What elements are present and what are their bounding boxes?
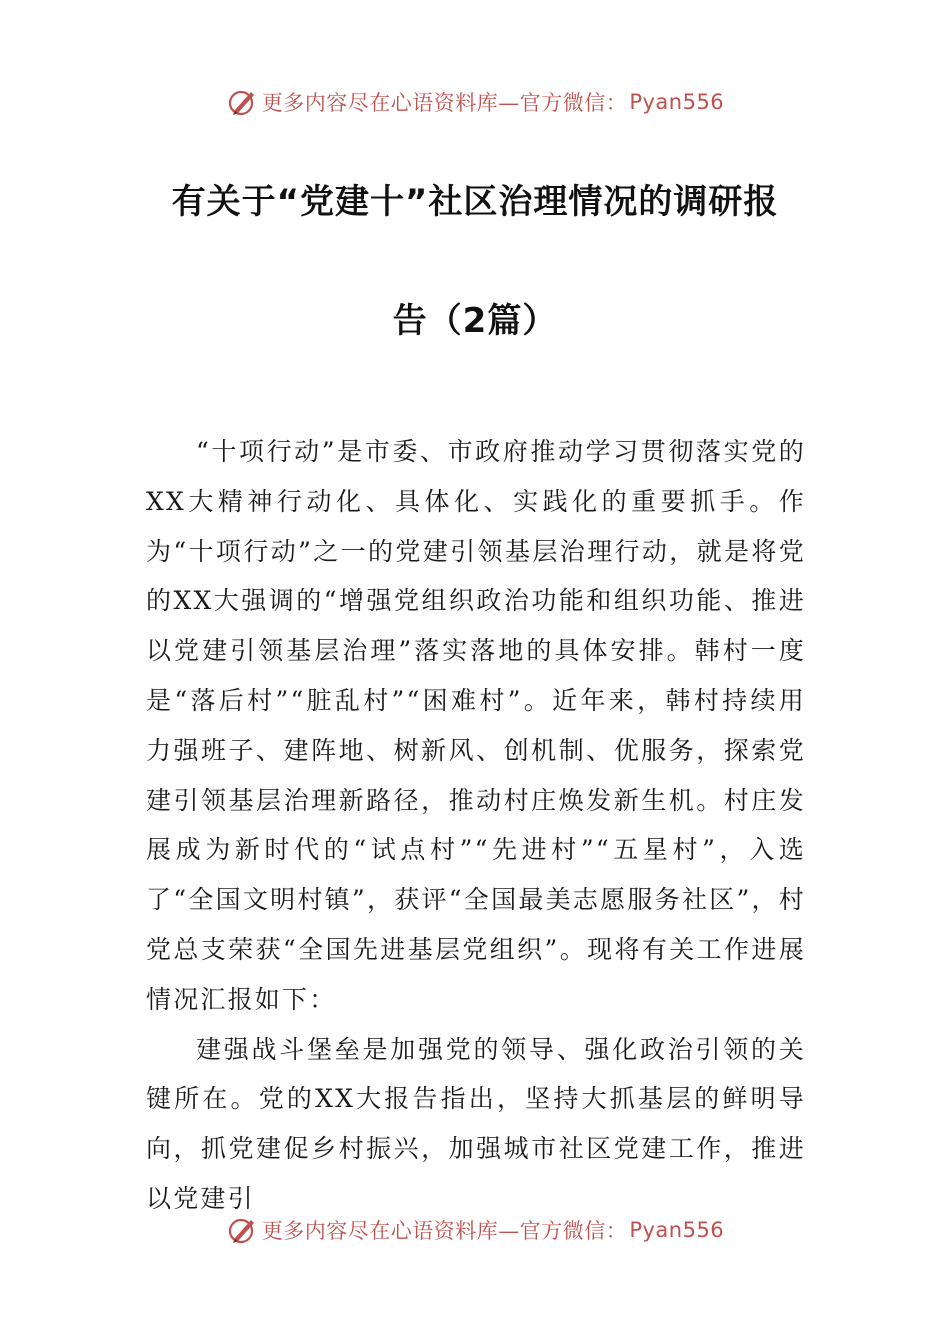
body-paragraph: “十项行动”是市委、市政府推动学习贯彻落实党的XX大精神行动化、具体化、实践化的重要抓手。作为“十项行动”之一的党建引领基层治理行动，就是将党的XX大强调的“增强党组织政治功能和组织功能、推进以党建引领基层治理”落实落地的具体安排。韩村一度是“落后村”“脏乱村”“困难村”。近年来，韩村持续用力强班子、建阵地、树新风、创机制、优服务，探索党建引领基层治理新路径，推动村庄焕发新生机。村庄发展成为新时代的“试点村”“先进村”“五星村”，入选了“全国文明村镇”，获评“全国最美志愿服务社区”，村党总支荣获“全国先进基层党组织”。现将有关工作进展情况汇报如下： <box>146 437 806 1014</box>
body-paragraph: 建强战斗堡垒是加强党的领导、强化政治引领的关键所在。党的XX大报告指出，坚持大抓基层的鲜明导向，抓党建促乡村振兴，加强城市社区党建工作，推进以党建引 <box>146 1034 806 1213</box>
pen-circle-icon <box>226 86 258 118</box>
banner-wechat-id: Pyan556 <box>629 90 725 114</box>
document-body <box>146 427 806 1224</box>
document-title-line1: 有关于“党建十”社区治理情况的调研报 <box>171 182 779 222</box>
pen-circle-icon <box>226 1214 258 1246</box>
header-watermark-banner <box>0 82 950 122</box>
banner-text: 更多内容尽在心语资料库—官方微信： <box>261 1219 628 1243</box>
document-title-line2: 告（2篇） <box>392 301 558 341</box>
banner-wechat-id: Pyan556 <box>629 1218 725 1242</box>
banner-text: 更多内容尽在心语资料库—官方微信： <box>261 91 628 115</box>
footer-watermark-banner <box>0 1210 950 1250</box>
